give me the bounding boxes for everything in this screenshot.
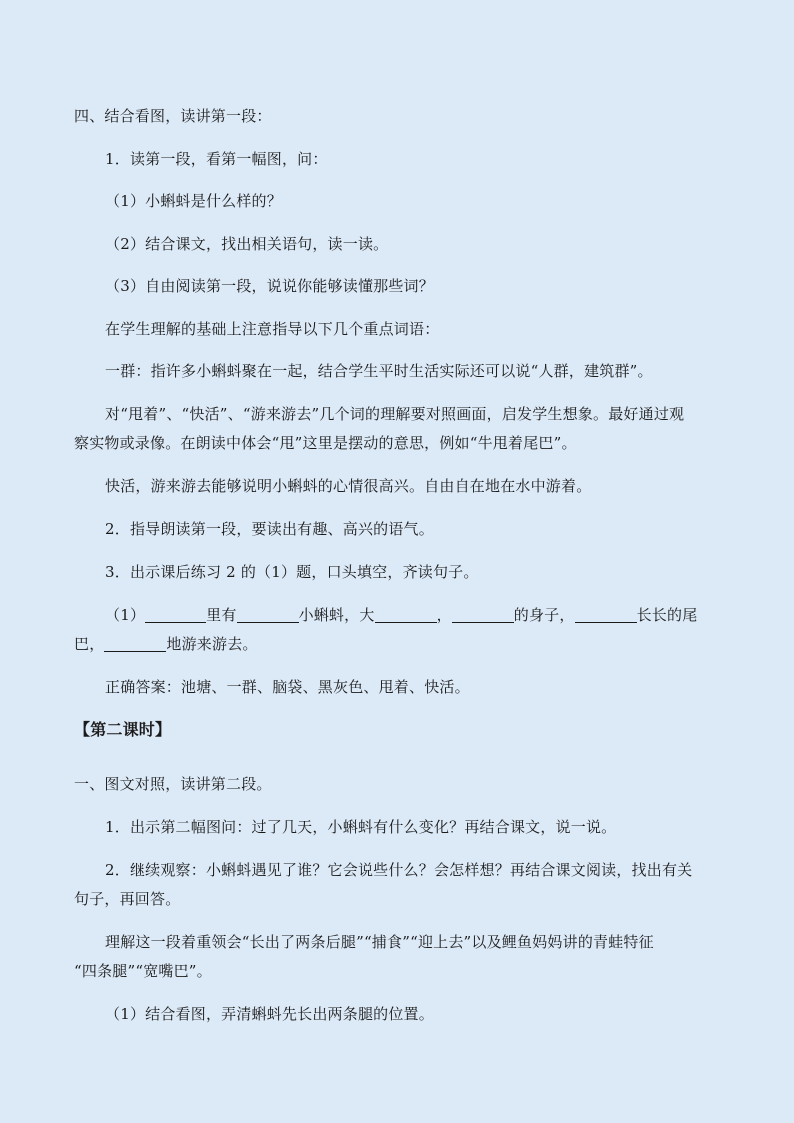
understanding-line1: 理解这一段着重领会“长出了两条后腿”“捕食”“迎上去”以及鲤鱼妈妈讲的青蛙特征 bbox=[105, 933, 654, 951]
fill-text-7: 地游来游去。 bbox=[166, 635, 258, 653]
step-3-exercise: 3．出示课后练习 2 的（1）题，口头填空，齐读句子。 bbox=[105, 563, 479, 581]
understanding-line2: “四条腿”“宽嘴巴”。 bbox=[74, 962, 212, 980]
lesson-two-heading: 一、图文对照，读讲第二段。 bbox=[74, 775, 272, 793]
fill-label: （1） bbox=[105, 606, 146, 624]
question-2: （2）结合课文，找出相关语句，读一读。 bbox=[105, 235, 389, 253]
word-explanation-shuaizhe-line1: 对“甩着”、“快活”、“游来游去”几个词的理解要对照画面，启发学生想象。最好通过观 bbox=[105, 405, 685, 423]
lesson-two-subquestion-1: （1）结合看图，弄清蝌蚪先长出两条腿的位置。 bbox=[105, 1005, 434, 1023]
fill-text-6: 巴， bbox=[74, 635, 105, 653]
question-1: （1）小蝌蚪是什么样的？ bbox=[105, 192, 282, 210]
correct-answer: 正确答案：池塘、一群、脑袋、黑灰色、甩着、快活。 bbox=[105, 678, 470, 696]
lesson-two-step-1: 1．出示第二幅图问：过了几天，小蝌蚪有什么变化？再结合课文，说一说。 bbox=[105, 818, 617, 836]
fill-in-blank-line1 bbox=[105, 605, 697, 625]
fill-blank-5 bbox=[575, 606, 637, 623]
fill-text-3: ， bbox=[436, 606, 452, 624]
step-2-reading-aloud: 2．指导朗读第一段，要读出有趣、高兴的语气。 bbox=[105, 520, 434, 538]
section-four-heading: 四、结合看图，读讲第一段： bbox=[74, 107, 272, 125]
fill-blank-3 bbox=[375, 606, 437, 623]
lesson-two-step-2-line2: 句子，再回答。 bbox=[74, 890, 181, 908]
word-explanation-yiqun: 一群：指许多小蝌蚪聚在一起，结合学生平时生活实际还可以说“人群，建筑群”。 bbox=[105, 362, 653, 380]
fill-text-1: 里有 bbox=[206, 606, 237, 624]
question-3: （3）自由阅读第一段，说说你能够读懂那些词？ bbox=[105, 277, 434, 295]
fill-text-2: 小蝌蚪，大 bbox=[298, 606, 375, 624]
fill-blank-4 bbox=[452, 606, 514, 623]
fill-blank-1 bbox=[145, 606, 206, 623]
fill-text-5: 长长的尾 bbox=[636, 606, 698, 624]
fill-text-4: 的身子， bbox=[513, 606, 575, 624]
lesson-two-title: 【第二课时】 bbox=[74, 720, 172, 739]
guidance-text: 在学生理解的基础上注意指导以下几个重点词语： bbox=[105, 320, 440, 338]
fill-in-blank-line2 bbox=[74, 634, 258, 654]
lesson-two-step-2-line1: 2．继续观察：小蝌蚪遇见了谁？它会说些什么？会怎样想？再结合课文阅读，找出有关 bbox=[105, 861, 693, 879]
word-explanation-kuaihuo: 快活，游来游去能够说明小蝌蚪的心情很高兴。自由自在地在水中游着。 bbox=[105, 477, 592, 495]
fill-blank-2 bbox=[237, 606, 299, 623]
fill-blank-6 bbox=[104, 635, 166, 652]
word-explanation-shuaizhe-line2: 察实物或录像。在朗读中体会“甩”这里是摆动的意思，例如“牛甩着尾巴”。 bbox=[74, 434, 577, 452]
step-1-read-first-paragraph: 1．读第一段，看第一幅图，问： bbox=[105, 150, 328, 168]
